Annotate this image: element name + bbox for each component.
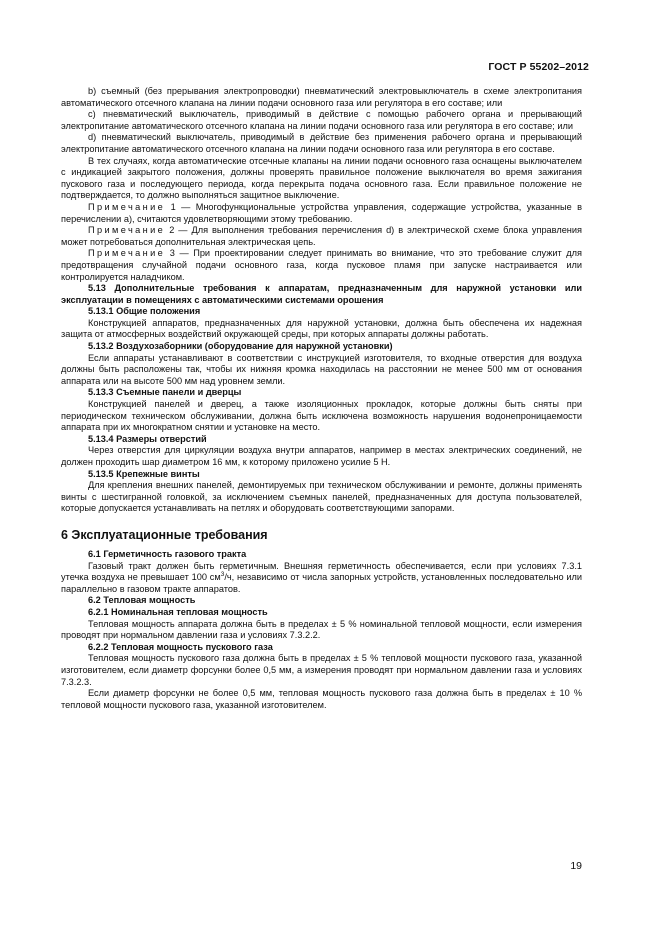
paragraph-6-1 [61,561,582,596]
heading-5-13-5: 5.13.5 Крепежные винты [88,468,200,479]
paragraph-6-1-text-b: /ч, независимо от числа запорных устройств, установленных последовательно или параллельно в газовом тракте аппаратов. [61,572,582,594]
document-standard-code: ГОСТ Р 55202–2012 [488,61,589,73]
heading-6-2-1: 6.2.1 Номинальная тепловая мощность [88,606,268,617]
heading-6-2: 6.2 Тепловая мощность [88,595,196,606]
heading-5-13: 5.13 Дополнительные требования к аппаратам, предназначенным для наружной установки или эксплуатации в помещениях с автоматическими системами орошения [61,283,582,305]
paragraph-6-2-1: Тепловая мощность аппарата должна быть в пределах ± 5 % номинальной тепловой мощности, если измерения проводят при нормальном давлении газа и условиях 7.3.2.2. [61,618,582,641]
note-number: 3 [169,248,175,259]
note-label: Примечание [88,225,166,236]
superscript: 3 [220,571,225,579]
note-text: — Для выполнения требования перечисления d) в электрической схеме блока управления может потребоваться дополнительная электрическая цепь. [61,225,582,247]
item-c: c) пневматический выключатель, приводимый в действие с помощью рабочего органа и прерывающий электропитание автоматического отсечного клапана на линии подачи основного газа или регулятора в его составе; или [61,109,582,131]
note-number: 1 [170,201,176,212]
heading-6-1: 6.1 Герметичность газового тракта [88,548,247,559]
paragraph-6-2-2-b: Если диаметр форсунки не более 0,5 мм, тепловая мощность пускового газа должна быть в пределах ± 10 % тепловой мощности пускового газа, указанной изготовителем. [61,688,582,710]
heading-5-13-2: 5.13.2 Воздухозаборники (оборудование для наружной установки) [88,341,393,352]
note-3 [61,248,582,283]
note-1 [61,202,582,225]
note-label: Примечание [88,201,166,212]
paragraph-6-1-text-a: Газовый тракт должен быть герметичным. Внешняя герметичность обеспечивается, если при условиях 7.3.1 утечка воздуха не превышает 100 см [61,560,582,583]
note-2 [61,225,582,248]
item-d: d) пневматический выключатель, приводимый в действие без применения рабочего органа и прерывающий электропитание автоматического отсечного клапана на линии подачи основного газа или регулятора в его составе. [61,132,582,154]
note-label: Примечание [88,248,166,259]
page-number: 19 [570,860,582,872]
note-text: — При проектировании следует принимать во внимание, что это требование служит для предотвращения случайной подачи основного газа, когда пусковое пламя при запуске настраивается или контролируется наладчиком. [61,248,582,282]
paragraph-5-13-4: Через отверстия для циркуляции воздуха внутри аппаратов, например в местах электрических соединений, не должен проходить шар диаметром 16 мм, к которому приложено усилие 5 Н. [61,445,582,467]
page-body [61,86,582,711]
paragraph-5-13-1: Конструкцией аппаратов, предназначенных для наружной установки, должна быть обеспечена их надежная защита от атмосферных воздействий окружающей среды, при которых аппараты должны работать. [61,317,582,340]
paragraph-5-13-5: Для крепления внешних панелей, демонтируемых при техническом обслуживании и ремонте, должны применять винты с шестигранной головкой, за исключением съемных панелей, предназначенных для доступа пользователей, которые допускается устанавливать на петлях и оборудовать соответствующими запорами. [61,480,582,514]
heading-5-13-3: 5.13.3 Съемные панели и дверцы [88,387,242,398]
note-number: 2 [169,225,175,236]
item-b: b) съемный (без прерывания электропроводки) пневматический электровыключатель в схеме электропитания автоматического отсечного клапана на линии подачи основного газа или регулятора в его составе; или [61,86,582,108]
note-text: — Многофункциональные устройства управления, содержащие устройства, указанные в перечислении а), считаются удовлетворяющими этому требованию. [61,201,582,224]
paragraph-5-13-2: Если аппараты устанавливают в соответствии с инструкцией изготовителя, то входные отверстия для воздуха должны быть расположены так, чтобы их нижняя кромка находилась на расстоянии не менее 500 мм от основания аппарата или на высоте 500 мм над уровнем земли. [61,352,582,386]
section-6-title: 6 Эксплуатационные требования [61,527,268,542]
heading-5-13-1: 5.13.1 Общие положения [88,306,201,317]
paragraph-cases: В тех случаях, когда автоматические отсечные клапаны на линии подачи основного газа оснащены выключателем с индикацией закрытого положения, должны проверять правильное положение выключателя во время зажигания пускового газа и последующего периода, когда перекрыта подача основного газа. Если правильное положение не подтверждается, то должно выполняться защитное выключение. [61,155,582,201]
paragraph-5-13-3: Конструкцией панелей и дверец, а также изоляционных прокладок, которые должны быть сняты при периодическом техническом обслуживании, должна быть исключена возможность нарушения водонепроницаемости аппарата при их многократном снятии и установке на место. [61,399,582,433]
paragraph-6-2-2-a: Тепловая мощность пускового газа должна быть в пределах ± 5 % тепловой мощности пускового газа, указанной изготовителем, если диаметр форсунки более 0,5 мм, а измерения проводят при нормальном давлении газа и условиях 7.3.2.3. [61,653,582,687]
heading-6-2-2: 6.2.2 Тепловая мощность пускового газа [88,641,273,652]
heading-5-13-4: 5.13.4 Размеры отверстий [88,433,207,444]
